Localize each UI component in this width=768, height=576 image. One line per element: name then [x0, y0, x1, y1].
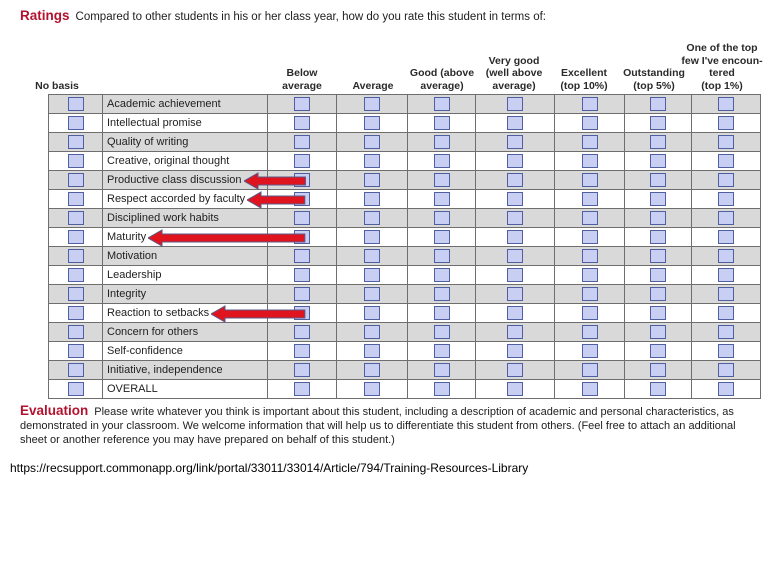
- excellent-checkbox[interactable]: [582, 97, 598, 111]
- one-of-top-checkbox[interactable]: [718, 268, 734, 282]
- cell: [408, 304, 476, 323]
- cell: [268, 361, 337, 380]
- cell: [476, 266, 555, 285]
- cell: [337, 361, 408, 380]
- cell: [337, 247, 408, 266]
- good-checkbox[interactable]: [434, 211, 450, 225]
- no-basis-checkbox[interactable]: [68, 97, 84, 111]
- excellent-checkbox[interactable]: [582, 192, 598, 206]
- outstanding-checkbox[interactable]: [650, 97, 666, 111]
- cell: [49, 304, 103, 323]
- one-of-top-checkbox[interactable]: [718, 97, 734, 111]
- cell: [555, 95, 625, 114]
- cell: [337, 304, 408, 323]
- rating-row: [49, 285, 761, 304]
- cell: [476, 152, 555, 171]
- cell: [625, 323, 692, 342]
- cell: [625, 266, 692, 285]
- row-label: Disciplined work habits: [103, 209, 268, 228]
- cell: [625, 380, 692, 399]
- average-checkbox[interactable]: [364, 135, 380, 149]
- cell: [337, 209, 408, 228]
- no-basis-checkbox[interactable]: [68, 344, 84, 358]
- cell: [625, 285, 692, 304]
- very-good-checkbox[interactable]: [507, 287, 523, 301]
- cell: [49, 209, 103, 228]
- good-checkbox[interactable]: [434, 382, 450, 396]
- cell: [337, 342, 408, 361]
- no-basis-checkbox[interactable]: [68, 306, 84, 320]
- column-header-average: Average: [352, 79, 394, 92]
- good-checkbox[interactable]: [434, 268, 450, 282]
- very-good-checkbox[interactable]: [507, 306, 523, 320]
- red-arrow-icon: [211, 305, 306, 323]
- excellent-checkbox[interactable]: [582, 344, 598, 358]
- excellent-checkbox[interactable]: [582, 211, 598, 225]
- cell: [692, 247, 761, 266]
- excellent-checkbox[interactable]: [582, 135, 598, 149]
- row-label: Respect accorded by faculty: [103, 190, 268, 209]
- no-basis-checkbox[interactable]: [68, 363, 84, 377]
- no-basis-checkbox[interactable]: [68, 192, 84, 206]
- outstanding-checkbox[interactable]: [650, 211, 666, 225]
- average-checkbox[interactable]: [364, 173, 380, 187]
- cell: [337, 266, 408, 285]
- row-label: OVERALL: [103, 380, 268, 399]
- average-checkbox[interactable]: [364, 97, 380, 111]
- cell: [408, 228, 476, 247]
- row-label: Motivation: [103, 247, 268, 266]
- cell: [476, 209, 555, 228]
- very-good-checkbox[interactable]: [507, 363, 523, 377]
- one-of-top-checkbox[interactable]: [718, 363, 734, 377]
- row-label: Maturity: [103, 228, 268, 247]
- cell: [476, 190, 555, 209]
- good-checkbox[interactable]: [434, 173, 450, 187]
- cell: [337, 133, 408, 152]
- cell: [692, 266, 761, 285]
- ratings-prompt-text: Compared to other students in his or her class year, how do you rate this student in terms of:: [75, 11, 546, 23]
- cell: [692, 133, 761, 152]
- one-of-top-checkbox[interactable]: [718, 211, 734, 225]
- red-arrow-icon: [244, 172, 306, 190]
- outstanding-checkbox[interactable]: [650, 287, 666, 301]
- cell: [49, 266, 103, 285]
- cell: [408, 323, 476, 342]
- very-good-checkbox[interactable]: [507, 97, 523, 111]
- cell: [408, 209, 476, 228]
- very-good-checkbox[interactable]: [507, 192, 523, 206]
- cell: [268, 380, 337, 399]
- cell: [408, 380, 476, 399]
- cell: [625, 342, 692, 361]
- rating-row: [49, 304, 761, 323]
- one-of-top-checkbox[interactable]: [718, 249, 734, 263]
- source-url: https://recsupport.commonapp.org/link/portal/33011/33014/Article/794/Training-Resources-Library: [10, 461, 529, 475]
- outstanding-checkbox[interactable]: [650, 344, 666, 358]
- cell: [49, 152, 103, 171]
- row-label: Reaction to setbacks: [103, 304, 268, 323]
- outstanding-checkbox[interactable]: [650, 363, 666, 377]
- rating-row: [49, 152, 761, 171]
- cell: [555, 323, 625, 342]
- cell: [625, 209, 692, 228]
- average-checkbox[interactable]: [364, 287, 380, 301]
- cell: [555, 209, 625, 228]
- row-label: Creative, original thought: [103, 152, 268, 171]
- good-checkbox[interactable]: [434, 249, 450, 263]
- column-header-one-of-top: One of the top few I've encoun- tered (top 1%): [681, 42, 763, 92]
- excellent-checkbox[interactable]: [582, 363, 598, 377]
- very-good-checkbox[interactable]: [507, 135, 523, 149]
- cell: [49, 361, 103, 380]
- cell: [476, 342, 555, 361]
- excellent-checkbox[interactable]: [582, 306, 598, 320]
- very-good-checkbox[interactable]: [507, 211, 523, 225]
- good-checkbox[interactable]: [434, 287, 450, 301]
- cell: [268, 114, 337, 133]
- cell: [337, 171, 408, 190]
- rating-row: [49, 247, 761, 266]
- cell: [555, 190, 625, 209]
- evaluation-text: Please write whatever you think is important about this student, including a description of academic and personal characteristics, as demonstrated in your classroom. We welcome information that will help us to differentiate this student from others. (Feel free to attach an additional sheet or another reference you may have prepared on behalf of this student.): [20, 406, 736, 446]
- cell: [555, 228, 625, 247]
- very-good-checkbox[interactable]: [507, 325, 523, 339]
- cell: [337, 152, 408, 171]
- very-good-checkbox[interactable]: [507, 249, 523, 263]
- good-checkbox[interactable]: [434, 325, 450, 339]
- row-label: Quality of writing: [103, 133, 268, 152]
- cell: [555, 171, 625, 190]
- one-of-top-checkbox[interactable]: [718, 306, 734, 320]
- below-average-checkbox[interactable]: [294, 135, 310, 149]
- cell: [476, 380, 555, 399]
- average-checkbox[interactable]: [364, 154, 380, 168]
- no-basis-checkbox[interactable]: [68, 116, 84, 130]
- cell: [625, 304, 692, 323]
- excellent-checkbox[interactable]: [582, 154, 598, 168]
- cell: [692, 190, 761, 209]
- column-header-very-good: Very good (well above average): [485, 54, 543, 92]
- one-of-top-checkbox[interactable]: [718, 154, 734, 168]
- evaluation-heading: Evaluation: [20, 403, 89, 418]
- cell: [476, 171, 555, 190]
- cell: [268, 285, 337, 304]
- cell: [625, 133, 692, 152]
- below-average-checkbox[interactable]: [294, 382, 310, 396]
- cell: [408, 342, 476, 361]
- no-basis-checkbox[interactable]: [68, 268, 84, 282]
- red-arrow-icon: [247, 191, 306, 209]
- cell: [555, 114, 625, 133]
- column-header-excellent: Excellent (top 10%): [560, 67, 608, 92]
- cell: [408, 247, 476, 266]
- cell: [337, 190, 408, 209]
- row-label: Concern for others: [103, 323, 268, 342]
- cell: [337, 114, 408, 133]
- outstanding-checkbox[interactable]: [650, 135, 666, 149]
- average-checkbox[interactable]: [364, 306, 380, 320]
- below-average-checkbox[interactable]: [294, 154, 310, 168]
- column-header-below-average: Below average: [282, 67, 322, 92]
- cell: [408, 285, 476, 304]
- column-header-good: Good (above average): [409, 67, 475, 92]
- rating-row: [49, 266, 761, 285]
- row-label: Productive class discussion: [103, 171, 268, 190]
- good-checkbox[interactable]: [434, 230, 450, 244]
- excellent-checkbox[interactable]: [582, 287, 598, 301]
- excellent-checkbox[interactable]: [582, 325, 598, 339]
- outstanding-checkbox[interactable]: [650, 192, 666, 206]
- outstanding-checkbox[interactable]: [650, 268, 666, 282]
- cell: [625, 152, 692, 171]
- rating-row: [49, 133, 761, 152]
- cell: [692, 228, 761, 247]
- average-checkbox[interactable]: [364, 344, 380, 358]
- no-basis-checkbox[interactable]: [68, 230, 84, 244]
- no-basis-checkbox[interactable]: [68, 173, 84, 187]
- below-average-checkbox[interactable]: [294, 97, 310, 111]
- cell: [692, 152, 761, 171]
- average-checkbox[interactable]: [364, 363, 380, 377]
- column-header-no-basis: No basis: [35, 79, 79, 92]
- average-checkbox[interactable]: [364, 249, 380, 263]
- cell: [49, 342, 103, 361]
- cell: [692, 209, 761, 228]
- cell: [408, 361, 476, 380]
- very-good-checkbox[interactable]: [507, 173, 523, 187]
- below-average-checkbox[interactable]: [294, 325, 310, 339]
- row-label: Academic achievement: [103, 95, 268, 114]
- rating-row: [49, 380, 761, 399]
- cell: [692, 285, 761, 304]
- rating-row: [49, 209, 761, 228]
- average-checkbox[interactable]: [364, 325, 380, 339]
- cell: [49, 228, 103, 247]
- very-good-checkbox[interactable]: [507, 268, 523, 282]
- cell: [268, 209, 337, 228]
- rating-row: [49, 342, 761, 361]
- cell: [555, 133, 625, 152]
- very-good-checkbox[interactable]: [507, 382, 523, 396]
- outstanding-checkbox[interactable]: [650, 325, 666, 339]
- cell: [476, 285, 555, 304]
- column-header-outstanding: Outstanding (top 5%): [623, 67, 685, 92]
- cell: [337, 323, 408, 342]
- one-of-top-checkbox[interactable]: [718, 344, 734, 358]
- row-label: Integrity: [103, 285, 268, 304]
- cell: [49, 380, 103, 399]
- no-basis-checkbox[interactable]: [68, 211, 84, 225]
- cell: [692, 380, 761, 399]
- average-checkbox[interactable]: [364, 211, 380, 225]
- cell: [408, 95, 476, 114]
- cell: [692, 361, 761, 380]
- cell: [268, 133, 337, 152]
- excellent-checkbox[interactable]: [582, 173, 598, 187]
- one-of-top-checkbox[interactable]: [718, 325, 734, 339]
- no-basis-checkbox[interactable]: [68, 135, 84, 149]
- cell: [408, 190, 476, 209]
- cell: [476, 228, 555, 247]
- cell: [49, 171, 103, 190]
- cell: [49, 133, 103, 152]
- cell: [692, 323, 761, 342]
- average-checkbox[interactable]: [364, 268, 380, 282]
- cell: [555, 342, 625, 361]
- good-checkbox[interactable]: [434, 97, 450, 111]
- cell: [268, 342, 337, 361]
- excellent-checkbox[interactable]: [582, 230, 598, 244]
- below-average-checkbox[interactable]: [294, 363, 310, 377]
- cell: [625, 228, 692, 247]
- cell: [555, 380, 625, 399]
- average-checkbox[interactable]: [364, 192, 380, 206]
- cell: [408, 171, 476, 190]
- good-checkbox[interactable]: [434, 192, 450, 206]
- no-basis-checkbox[interactable]: [68, 382, 84, 396]
- evaluation-section: [20, 404, 762, 447]
- cell: [337, 228, 408, 247]
- rating-row: [49, 361, 761, 380]
- below-average-checkbox[interactable]: [294, 116, 310, 130]
- cell: [268, 266, 337, 285]
- no-basis-checkbox[interactable]: [68, 154, 84, 168]
- good-checkbox[interactable]: [434, 306, 450, 320]
- good-checkbox[interactable]: [434, 363, 450, 377]
- cell: [49, 323, 103, 342]
- average-checkbox[interactable]: [364, 382, 380, 396]
- cell: [555, 152, 625, 171]
- cell: [49, 114, 103, 133]
- cell: [625, 361, 692, 380]
- cell: [692, 114, 761, 133]
- below-average-checkbox[interactable]: [294, 211, 310, 225]
- rating-row: [49, 171, 761, 190]
- cell: [49, 285, 103, 304]
- cell: [555, 304, 625, 323]
- cell: [692, 304, 761, 323]
- cell: [476, 323, 555, 342]
- cell: [408, 152, 476, 171]
- excellent-checkbox[interactable]: [582, 116, 598, 130]
- rating-row: [49, 114, 761, 133]
- cell: [692, 342, 761, 361]
- one-of-top-checkbox[interactable]: [718, 382, 734, 396]
- rating-row: [49, 190, 761, 209]
- outstanding-checkbox[interactable]: [650, 173, 666, 187]
- cell: [476, 133, 555, 152]
- outstanding-checkbox[interactable]: [650, 306, 666, 320]
- cell: [49, 190, 103, 209]
- rating-row: [49, 95, 761, 114]
- one-of-top-checkbox[interactable]: [718, 287, 734, 301]
- below-average-checkbox[interactable]: [294, 344, 310, 358]
- below-average-checkbox[interactable]: [294, 287, 310, 301]
- row-label: Leadership: [103, 266, 268, 285]
- outstanding-checkbox[interactable]: [650, 382, 666, 396]
- one-of-top-checkbox[interactable]: [718, 173, 734, 187]
- good-checkbox[interactable]: [434, 116, 450, 130]
- one-of-top-checkbox[interactable]: [718, 116, 734, 130]
- average-checkbox[interactable]: [364, 116, 380, 130]
- excellent-checkbox[interactable]: [582, 268, 598, 282]
- cell: [555, 247, 625, 266]
- very-good-checkbox[interactable]: [507, 154, 523, 168]
- excellent-checkbox[interactable]: [582, 382, 598, 396]
- outstanding-checkbox[interactable]: [650, 249, 666, 263]
- average-checkbox[interactable]: [364, 230, 380, 244]
- below-average-checkbox[interactable]: [294, 249, 310, 263]
- below-average-checkbox[interactable]: [294, 268, 310, 282]
- one-of-top-checkbox[interactable]: [718, 230, 734, 244]
- cell: [337, 285, 408, 304]
- row-label: Initiative, independence: [103, 361, 268, 380]
- cell: [625, 190, 692, 209]
- cell: [476, 247, 555, 266]
- no-basis-checkbox[interactable]: [68, 287, 84, 301]
- cell: [692, 95, 761, 114]
- red-arrow-icon: [148, 229, 306, 247]
- cell: [337, 95, 408, 114]
- cell: [555, 361, 625, 380]
- cell: [555, 266, 625, 285]
- outstanding-checkbox[interactable]: [650, 230, 666, 244]
- cell: [408, 133, 476, 152]
- cell: [692, 171, 761, 190]
- cell: [408, 266, 476, 285]
- cell: [49, 95, 103, 114]
- rating-row: [49, 323, 761, 342]
- cell: [49, 247, 103, 266]
- cell: [268, 247, 337, 266]
- very-good-checkbox[interactable]: [507, 230, 523, 244]
- cell: [476, 95, 555, 114]
- very-good-checkbox[interactable]: [507, 116, 523, 130]
- one-of-top-checkbox[interactable]: [718, 192, 734, 206]
- cell: [625, 95, 692, 114]
- cell: [625, 247, 692, 266]
- excellent-checkbox[interactable]: [582, 249, 598, 263]
- cell: [476, 361, 555, 380]
- good-checkbox[interactable]: [434, 154, 450, 168]
- outstanding-checkbox[interactable]: [650, 154, 666, 168]
- good-checkbox[interactable]: [434, 344, 450, 358]
- cell: [268, 95, 337, 114]
- cell: [555, 285, 625, 304]
- cell: [625, 171, 692, 190]
- outstanding-checkbox[interactable]: [650, 116, 666, 130]
- row-label: Self-confidence: [103, 342, 268, 361]
- cell: [337, 380, 408, 399]
- one-of-top-checkbox[interactable]: [718, 135, 734, 149]
- cell: [476, 114, 555, 133]
- row-label: Intellectual promise: [103, 114, 268, 133]
- ratings-heading: Ratings: [20, 8, 70, 23]
- cell: [268, 323, 337, 342]
- very-good-checkbox[interactable]: [507, 344, 523, 358]
- cell: [625, 114, 692, 133]
- ratings-prompt: [20, 8, 760, 25]
- good-checkbox[interactable]: [434, 135, 450, 149]
- cell: [476, 304, 555, 323]
- no-basis-checkbox[interactable]: [68, 249, 84, 263]
- no-basis-checkbox[interactable]: [68, 325, 84, 339]
- cell: [408, 114, 476, 133]
- cell: [268, 152, 337, 171]
